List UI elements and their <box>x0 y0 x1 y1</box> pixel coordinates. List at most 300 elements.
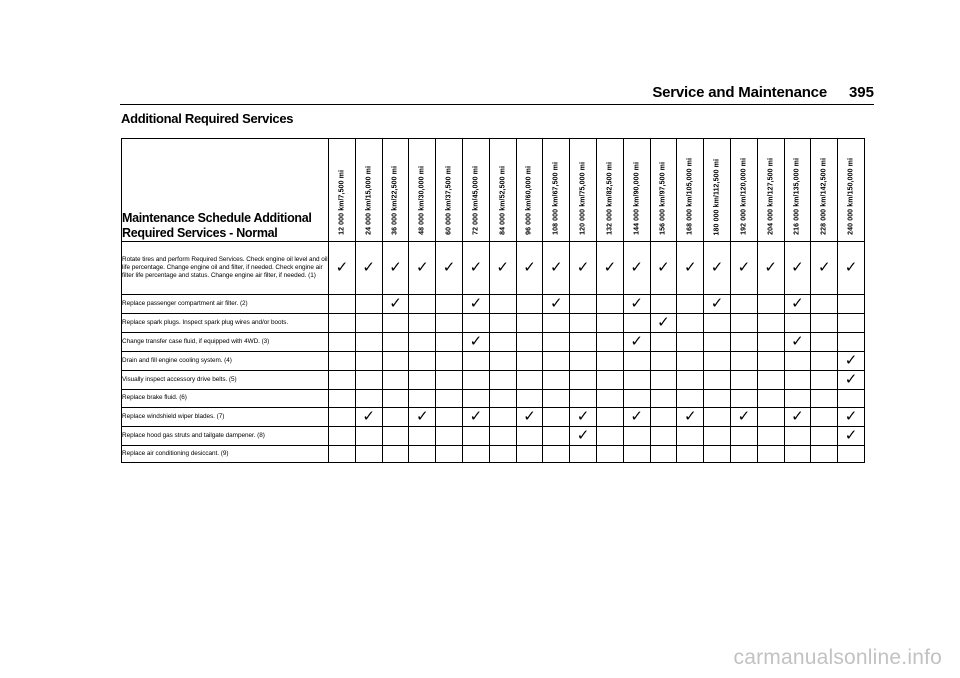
empty-cell <box>436 295 463 314</box>
service-description: Change transfer case fluid, if equipped with 4WD. (3) <box>122 333 329 352</box>
empty-cell <box>596 352 623 371</box>
checkmark-icon: ✓ <box>791 294 804 312</box>
empty-cell <box>838 314 865 333</box>
empty-cell <box>838 390 865 408</box>
checkmark-icon: ✓ <box>362 406 375 425</box>
empty-cell <box>462 390 489 408</box>
interval-header <box>329 139 356 242</box>
interval-label: 72 000 km/45,000 mi <box>472 166 480 235</box>
empty-cell <box>462 314 489 333</box>
checkmark-icon: ✓ <box>657 313 670 331</box>
checked-cell <box>811 242 838 295</box>
empty-cell <box>650 371 677 390</box>
checked-cell <box>784 407 811 426</box>
interval-label: 60 000 km/37,500 mi <box>445 166 453 235</box>
empty-cell <box>329 445 356 463</box>
checkmark-icon: ✓ <box>844 258 858 276</box>
empty-cell <box>355 352 382 371</box>
interval-header <box>677 139 704 242</box>
empty-cell <box>757 445 784 463</box>
service-description: Drain and fill engine cooling system. (4) <box>122 352 329 371</box>
checked-cell <box>462 333 489 352</box>
empty-cell <box>677 314 704 333</box>
empty-cell <box>355 295 382 314</box>
empty-cell <box>757 352 784 371</box>
checked-cell <box>436 242 463 295</box>
checked-cell <box>570 426 597 445</box>
empty-cell <box>516 426 543 445</box>
checkmark-icon: ✓ <box>523 258 536 276</box>
interval-label: 96 000 km/60,000 mi <box>525 166 533 235</box>
checkmark-icon: ✓ <box>549 294 563 312</box>
empty-cell <box>570 314 597 333</box>
page-header <box>652 84 874 101</box>
empty-cell <box>596 390 623 408</box>
checked-cell <box>838 242 865 295</box>
interval-label: 12 000 km/7,500 mi <box>338 170 346 235</box>
empty-cell <box>543 445 570 463</box>
empty-cell <box>757 314 784 333</box>
checked-cell <box>838 352 865 371</box>
empty-cell <box>596 445 623 463</box>
interval-label: 132 000 km/82,500 mi <box>606 162 614 235</box>
empty-cell <box>623 426 650 445</box>
empty-cell <box>543 314 570 333</box>
empty-cell <box>730 314 757 333</box>
checked-cell <box>838 407 865 426</box>
empty-cell <box>650 445 677 463</box>
empty-cell <box>704 407 731 426</box>
empty-cell <box>489 445 516 463</box>
empty-cell <box>329 295 356 314</box>
checked-cell <box>489 242 516 295</box>
checkmark-icon: ✓ <box>549 258 563 276</box>
empty-cell <box>382 314 409 333</box>
empty-cell <box>570 390 597 408</box>
interval-header <box>730 139 757 242</box>
interval-header <box>355 139 382 242</box>
checked-cell <box>570 242 597 295</box>
empty-cell <box>516 445 543 463</box>
checkmark-icon: ✓ <box>710 294 724 312</box>
interval-label: 156 000 km/97,500 mi <box>659 162 667 235</box>
interval-header <box>623 139 650 242</box>
service-description: Visually inspect accessory drive belts. (5) <box>122 371 329 390</box>
empty-cell <box>462 371 489 390</box>
checkmark-icon: ✓ <box>791 332 804 350</box>
checkmark-icon: ✓ <box>362 258 375 276</box>
empty-cell <box>623 352 650 371</box>
empty-cell <box>757 390 784 408</box>
interval-header <box>516 139 543 242</box>
empty-cell <box>543 390 570 408</box>
interval-header <box>543 139 570 242</box>
empty-cell <box>436 426 463 445</box>
interval-label: 120 000 km/75,000 mi <box>579 162 587 235</box>
checked-cell <box>677 407 704 426</box>
checked-cell <box>784 333 811 352</box>
checkmark-icon: ✓ <box>844 425 858 444</box>
checked-cell <box>355 407 382 426</box>
interval-header <box>462 139 489 242</box>
empty-cell <box>730 390 757 408</box>
empty-cell <box>704 426 731 445</box>
checked-cell <box>784 242 811 295</box>
checked-cell <box>329 242 356 295</box>
empty-cell <box>355 371 382 390</box>
empty-cell <box>462 445 489 463</box>
interval-label: 168 000 km/105,000 mi <box>686 158 694 235</box>
checkmark-icon: ✓ <box>817 258 831 276</box>
table-header-row <box>122 139 865 242</box>
table-row <box>122 390 865 408</box>
empty-cell <box>382 333 409 352</box>
table-row <box>122 426 865 445</box>
table-row <box>122 295 865 314</box>
header-rule <box>120 104 874 105</box>
checked-cell <box>838 371 865 390</box>
empty-cell <box>596 426 623 445</box>
empty-cell <box>355 390 382 408</box>
interval-label: 108 000 km/67,500 mi <box>552 162 560 235</box>
checked-cell <box>355 242 382 295</box>
section-title: Additional Required Services <box>121 111 294 126</box>
checked-cell <box>462 407 489 426</box>
empty-cell <box>409 314 436 333</box>
checkmark-icon: ✓ <box>335 258 349 276</box>
empty-cell <box>382 407 409 426</box>
empty-cell <box>382 445 409 463</box>
interval-header <box>757 139 784 242</box>
interval-header <box>409 139 436 242</box>
interval-label: 228 000 km/142,500 mi <box>820 158 828 235</box>
empty-cell <box>329 390 356 408</box>
table-row <box>122 242 865 295</box>
empty-cell <box>570 295 597 314</box>
checked-cell <box>409 242 436 295</box>
empty-cell <box>516 352 543 371</box>
empty-cell <box>329 352 356 371</box>
empty-cell <box>596 314 623 333</box>
empty-cell <box>516 314 543 333</box>
checked-cell <box>650 314 677 333</box>
empty-cell <box>650 333 677 352</box>
checkmark-icon: ✓ <box>683 406 697 425</box>
empty-cell <box>623 314 650 333</box>
empty-cell <box>757 407 784 426</box>
empty-cell <box>757 371 784 390</box>
empty-cell <box>784 390 811 408</box>
checked-cell <box>623 333 650 352</box>
checkmark-icon: ✓ <box>657 258 670 276</box>
checkmark-icon: ✓ <box>844 370 858 388</box>
table-row <box>122 352 865 371</box>
checkmark-icon: ✓ <box>576 425 590 444</box>
checkmark-icon: ✓ <box>469 258 483 276</box>
service-description: Replace spark plugs. Inspect spark plug wires and/or boots. <box>122 314 329 333</box>
checkmark-icon: ✓ <box>576 406 590 425</box>
empty-cell <box>730 333 757 352</box>
checked-cell <box>623 407 650 426</box>
interval-label: 240 000 km/150,000 mi <box>847 158 855 235</box>
checked-cell <box>623 295 650 314</box>
empty-cell <box>329 371 356 390</box>
interval-header <box>489 139 516 242</box>
empty-cell <box>543 371 570 390</box>
interval-header <box>784 139 811 242</box>
interval-header <box>704 139 731 242</box>
empty-cell <box>677 445 704 463</box>
table-row <box>122 371 865 390</box>
empty-cell <box>811 426 838 445</box>
interval-header <box>811 139 838 242</box>
checked-cell <box>730 242 757 295</box>
empty-cell <box>489 352 516 371</box>
service-description: Rotate tires and perform Required Services. Check engine oil level and oil life percentage. Change engine oil and filter, if needed. Check engine air filter life percentage and status. Change engine air filter, if needed. (1) <box>122 242 329 295</box>
empty-cell <box>677 426 704 445</box>
table-row <box>122 445 865 463</box>
empty-cell <box>409 445 436 463</box>
empty-cell <box>730 352 757 371</box>
empty-cell <box>811 371 838 390</box>
empty-cell <box>596 407 623 426</box>
checkmark-icon: ✓ <box>791 258 804 276</box>
checked-cell <box>677 242 704 295</box>
empty-cell <box>570 371 597 390</box>
interval-label: 48 000 km/30,000 mi <box>418 166 426 235</box>
empty-cell <box>704 352 731 371</box>
empty-cell <box>811 295 838 314</box>
checked-cell <box>570 407 597 426</box>
empty-cell <box>355 314 382 333</box>
empty-cell <box>543 333 570 352</box>
checkmark-icon: ✓ <box>764 258 777 276</box>
empty-cell <box>730 426 757 445</box>
service-description: Replace passenger compartment air filter. (2) <box>122 295 329 314</box>
checked-cell <box>650 242 677 295</box>
checkmark-icon: ✓ <box>791 406 804 425</box>
empty-cell <box>436 333 463 352</box>
service-description: Replace hood gas struts and tailgate dampener. (8) <box>122 426 329 445</box>
maintenance-schedule-table <box>121 138 865 463</box>
checkmark-icon: ✓ <box>416 406 429 425</box>
empty-cell <box>650 352 677 371</box>
empty-cell <box>704 390 731 408</box>
empty-cell <box>436 352 463 371</box>
empty-cell <box>409 390 436 408</box>
empty-cell <box>382 390 409 408</box>
empty-cell <box>570 445 597 463</box>
interval-header <box>382 139 409 242</box>
empty-cell <box>650 426 677 445</box>
empty-cell <box>757 333 784 352</box>
empty-cell <box>623 390 650 408</box>
checkmark-icon: ✓ <box>630 332 643 350</box>
checkmark-icon: ✓ <box>389 294 402 312</box>
empty-cell <box>355 426 382 445</box>
header-title: Service and Maintenance <box>652 84 827 101</box>
empty-cell <box>436 371 463 390</box>
empty-cell <box>489 314 516 333</box>
interval-header <box>436 139 463 242</box>
checked-cell <box>704 295 731 314</box>
empty-cell <box>436 445 463 463</box>
empty-cell <box>543 352 570 371</box>
interval-label: 192 000 km/120,000 mi <box>740 158 748 235</box>
empty-cell <box>355 445 382 463</box>
checked-cell <box>704 242 731 295</box>
checkmark-icon: ✓ <box>576 258 590 276</box>
empty-cell <box>784 371 811 390</box>
watermark: carmanualsonline.info <box>733 646 942 669</box>
service-description: Replace windshield wiper blades. (7) <box>122 407 329 426</box>
empty-cell <box>382 426 409 445</box>
empty-cell <box>543 407 570 426</box>
checked-cell <box>757 242 784 295</box>
empty-cell <box>516 333 543 352</box>
checkmark-icon: ✓ <box>523 406 536 425</box>
empty-cell <box>677 390 704 408</box>
empty-cell <box>650 390 677 408</box>
table-corner-title: Maintenance Schedule Additional Required Services - Normal <box>122 139 329 242</box>
checked-cell <box>838 426 865 445</box>
empty-cell <box>596 295 623 314</box>
checkmark-icon: ✓ <box>844 406 858 425</box>
empty-cell <box>382 371 409 390</box>
empty-cell <box>329 333 356 352</box>
interval-header <box>838 139 865 242</box>
interval-label: 84 000 km/52,500 mi <box>499 166 507 235</box>
checked-cell <box>462 242 489 295</box>
checked-cell <box>382 295 409 314</box>
checkmark-icon: ✓ <box>630 258 643 276</box>
checked-cell <box>623 242 650 295</box>
empty-cell <box>436 407 463 426</box>
empty-cell <box>704 333 731 352</box>
empty-cell <box>623 445 650 463</box>
checkmark-icon: ✓ <box>630 294 643 312</box>
empty-cell <box>382 352 409 371</box>
empty-cell <box>570 352 597 371</box>
empty-cell <box>704 445 731 463</box>
empty-cell <box>811 314 838 333</box>
empty-cell <box>811 352 838 371</box>
empty-cell <box>489 426 516 445</box>
checkmark-icon: ✓ <box>469 332 483 350</box>
empty-cell <box>704 371 731 390</box>
checked-cell <box>409 407 436 426</box>
service-description: Replace air conditioning desiccant. (9) <box>122 445 329 463</box>
empty-cell <box>516 390 543 408</box>
empty-cell <box>811 390 838 408</box>
empty-cell <box>757 295 784 314</box>
service-description: Replace brake fluid. (6) <box>122 390 329 408</box>
interval-label: 36 000 km/22,500 mi <box>391 166 399 235</box>
checkmark-icon: ✓ <box>416 258 429 276</box>
empty-cell <box>623 371 650 390</box>
empty-cell <box>436 314 463 333</box>
empty-cell <box>489 390 516 408</box>
table-row <box>122 314 865 333</box>
empty-cell <box>838 445 865 463</box>
checked-cell <box>382 242 409 295</box>
empty-cell <box>462 426 489 445</box>
interval-label: 180 000 km/112,500 mi <box>713 158 721 235</box>
checkmark-icon: ✓ <box>496 258 509 276</box>
checked-cell <box>596 242 623 295</box>
empty-cell <box>730 371 757 390</box>
empty-cell <box>462 352 489 371</box>
empty-cell <box>704 314 731 333</box>
empty-cell <box>838 333 865 352</box>
checked-cell <box>543 242 570 295</box>
empty-cell <box>784 445 811 463</box>
checkmark-icon: ✓ <box>737 406 751 425</box>
checkmark-icon: ✓ <box>469 294 483 312</box>
empty-cell <box>436 390 463 408</box>
empty-cell <box>811 333 838 352</box>
checkmark-icon: ✓ <box>469 406 483 425</box>
empty-cell <box>677 352 704 371</box>
empty-cell <box>838 295 865 314</box>
empty-cell <box>489 295 516 314</box>
empty-cell <box>677 295 704 314</box>
empty-cell <box>516 371 543 390</box>
empty-cell <box>409 352 436 371</box>
interval-header <box>650 139 677 242</box>
empty-cell <box>677 371 704 390</box>
checked-cell <box>462 295 489 314</box>
interval-label: 144 000 km/90,000 mi <box>633 162 641 235</box>
empty-cell <box>596 371 623 390</box>
checkmark-icon: ✓ <box>683 258 697 276</box>
checked-cell <box>543 295 570 314</box>
empty-cell <box>543 426 570 445</box>
empty-cell <box>489 407 516 426</box>
empty-cell <box>355 333 382 352</box>
empty-cell <box>329 426 356 445</box>
empty-cell <box>329 407 356 426</box>
page-number: 395 <box>848 84 874 101</box>
empty-cell <box>784 352 811 371</box>
empty-cell <box>596 333 623 352</box>
checkmark-icon: ✓ <box>630 406 643 425</box>
empty-cell <box>409 371 436 390</box>
empty-cell <box>730 445 757 463</box>
checked-cell <box>730 407 757 426</box>
empty-cell <box>489 371 516 390</box>
interval-header <box>570 139 597 242</box>
empty-cell <box>730 295 757 314</box>
table-row <box>122 407 865 426</box>
checkmark-icon: ✓ <box>442 258 456 276</box>
empty-cell <box>811 407 838 426</box>
empty-cell <box>677 333 704 352</box>
checkmark-icon: ✓ <box>737 258 751 276</box>
interval-label: 216 000 km/135,000 mi <box>793 158 801 235</box>
interval-label: 204 000 km/127,500 mi <box>767 158 775 235</box>
checkmark-icon: ✓ <box>710 258 724 276</box>
empty-cell <box>811 445 838 463</box>
empty-cell <box>409 333 436 352</box>
empty-cell <box>784 314 811 333</box>
empty-cell <box>757 426 784 445</box>
empty-cell <box>650 407 677 426</box>
checked-cell <box>516 407 543 426</box>
checkmark-icon: ✓ <box>603 258 617 276</box>
empty-cell <box>650 295 677 314</box>
interval-label: 24 000 km/15,000 mi <box>365 166 373 235</box>
